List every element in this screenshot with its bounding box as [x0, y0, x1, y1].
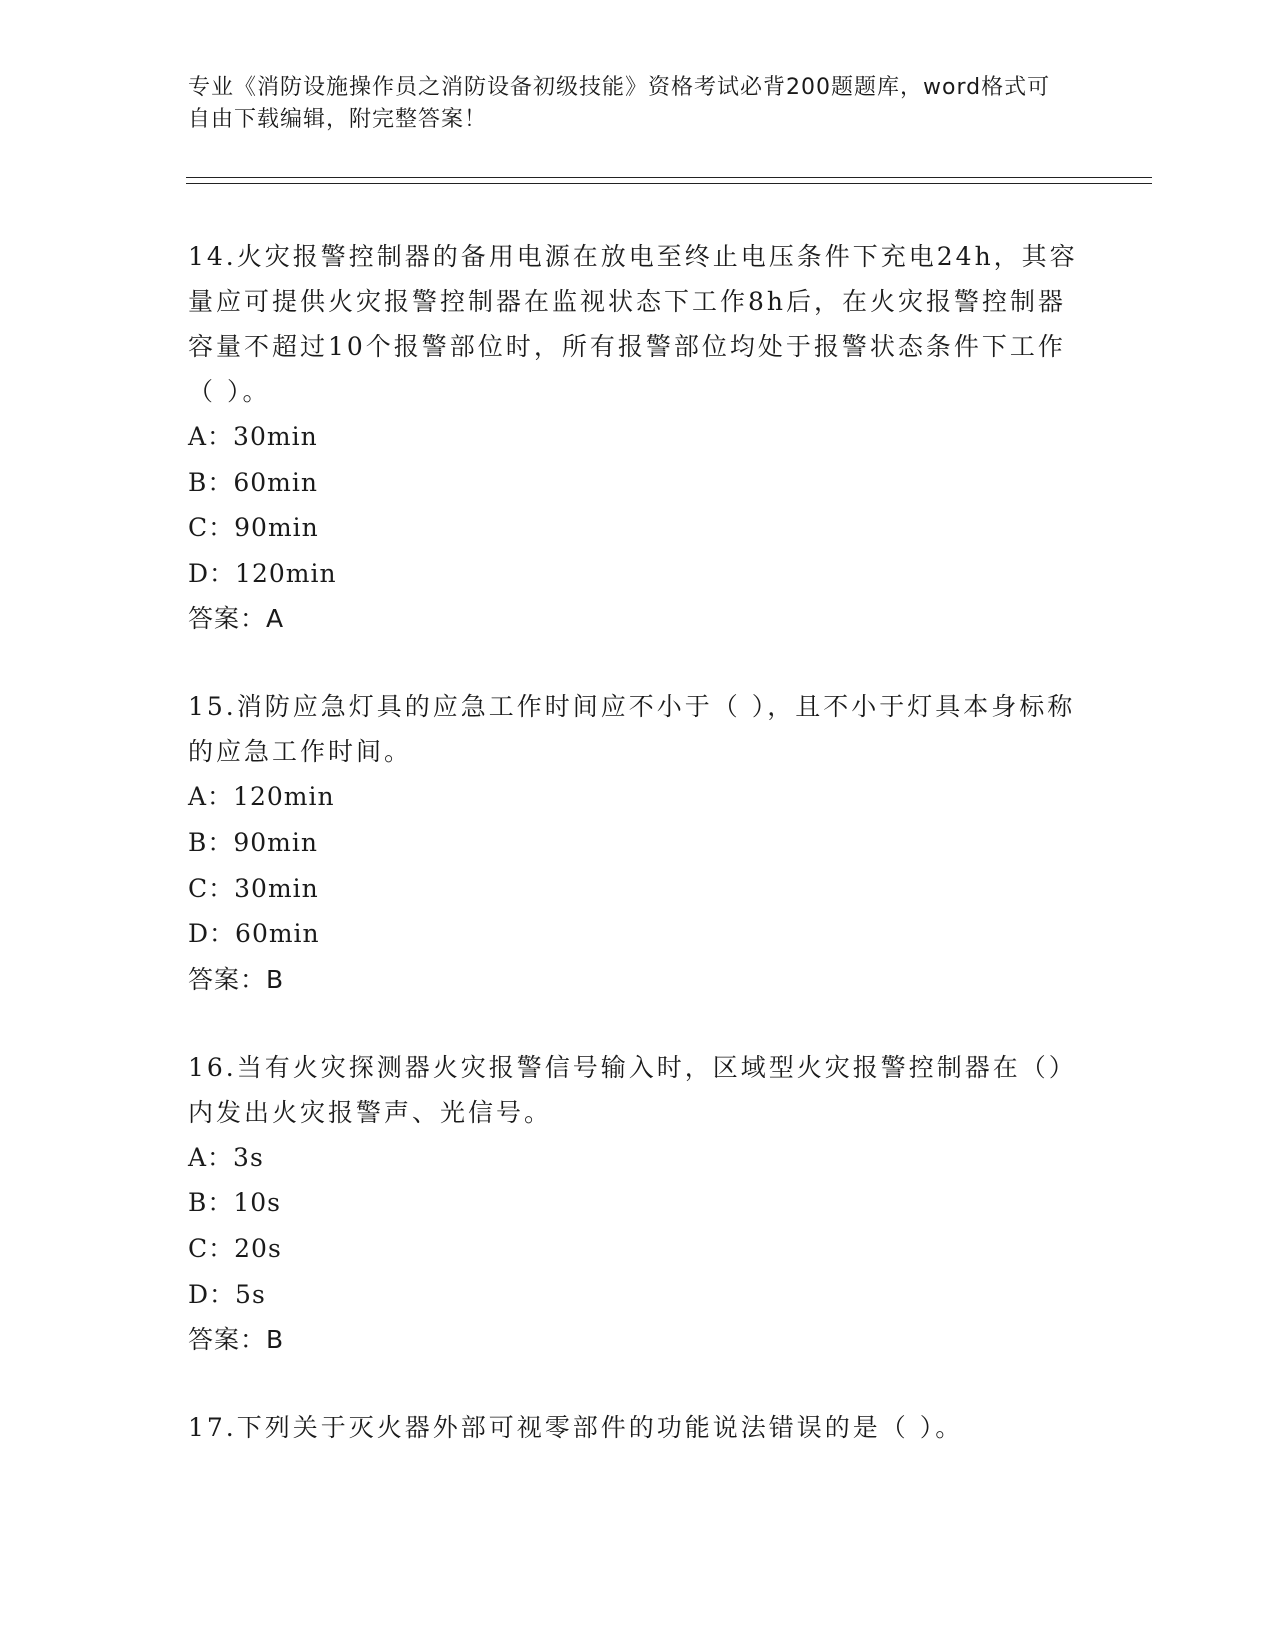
header-divider-bottom: [186, 183, 1152, 184]
option-d: D：120min: [188, 558, 337, 588]
option-b: B：60min: [188, 467, 318, 497]
question-stem: 17.下列关于灭火器外部可视零部件的功能说法错误的是（ ）。: [188, 1413, 964, 1443]
document-header: 专业《消防设施操作员之消防设备初级技能》资格考试必背200题题库，word格式可自由下载编辑，附完整答案！: [188, 75, 1051, 132]
question-stem: 15.消防应急灯具的应急工作时间应不小于（ ），且不小于灯具本身标称的应急工作时间。: [188, 692, 1076, 767]
option-a: A：120min: [188, 782, 335, 812]
question-list: [188, 234, 1078, 1492]
answer: 答案：B: [188, 1325, 285, 1355]
question-14: [188, 234, 1078, 642]
header-divider-top: [186, 177, 1152, 178]
option-a: A：3s: [188, 1142, 264, 1172]
option-c: C：90min: [188, 513, 319, 543]
question-16: [188, 1045, 1078, 1363]
option-d: D：60min: [188, 919, 320, 949]
question-17: [188, 1405, 1078, 1450]
answer: 答案：A: [188, 604, 285, 634]
option-b: B：10s: [188, 1188, 282, 1218]
question-stem: 14.火灾报警控制器的备用电源在放电至终止电压条件下充电24h，其容量应可提供火灾报警控制器在监视状态下工作8h后，在火灾报警控制器容量不超过10个报警部位时，所有报警部位均处于报警状态条件下工作（ ）。: [188, 242, 1078, 406]
option-b: B：90min: [188, 827, 318, 857]
answer: 答案：B: [188, 964, 285, 994]
option-c: C：20s: [188, 1233, 282, 1263]
option-a: A：30min: [188, 422, 318, 451]
question-15: [188, 684, 1078, 1002]
option-c: C：30min: [188, 873, 319, 903]
question-stem: 16.当有火灾探测器火灾报警信号输入时，区域型火灾报警控制器在（）内发出火灾报警声、光信号。: [188, 1052, 1077, 1127]
option-d: D：5s: [188, 1279, 266, 1309]
